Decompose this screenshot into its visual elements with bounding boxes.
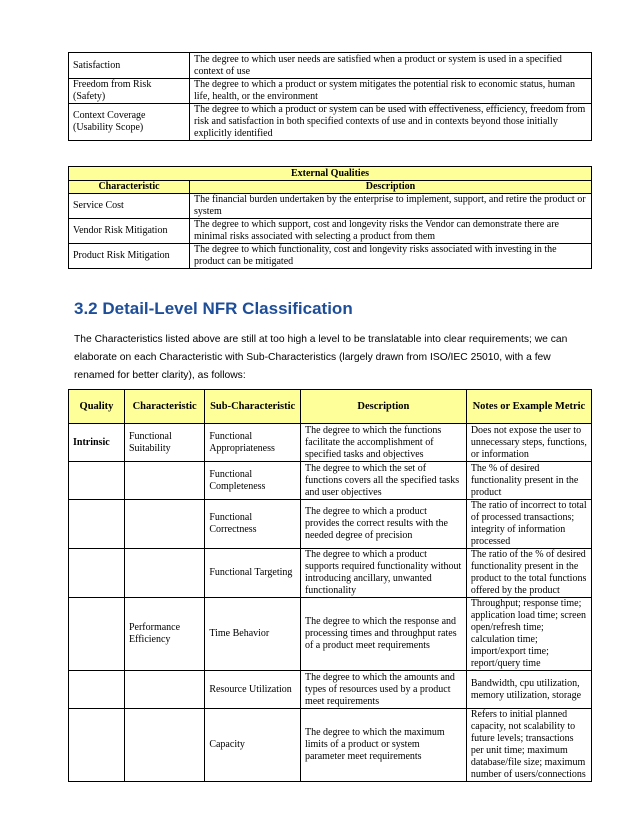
characteristic-cell: Product Risk Mitigation — [69, 244, 190, 269]
description-cell: The degree to which a product supports required functionality without introducing ancillary, unwanted functionality — [300, 549, 466, 598]
notes-cell: The % of desired functionality present in the product — [466, 462, 591, 500]
table-row — [69, 709, 592, 782]
notes-cell: Refers to initial planned capacity, not scalability to future levels; transactions per unit time; maximum database/file size; maximum number of users/connections — [466, 709, 591, 782]
description-cell: The degree to which user needs are satisfied when a product or system is used in a specified context of use — [190, 53, 592, 79]
usability-table — [68, 52, 592, 141]
description-cell: The degree to which the amounts and types of resources used by a product meet requirements — [300, 671, 466, 709]
sub-characteristic-cell: Time Behavior — [205, 598, 301, 671]
description-cell: The degree to which the maximum limits of a product or system parameter meet requirements — [300, 709, 466, 782]
quality-cell — [69, 709, 125, 782]
table-header-row — [69, 390, 592, 424]
table-row — [69, 549, 592, 598]
table-row — [69, 500, 592, 549]
sub-characteristic-cell: Capacity — [205, 709, 301, 782]
quality-cell — [69, 462, 125, 500]
description-cell: The degree to which the set of functions covers all the specified tasks and user objectives — [300, 462, 466, 500]
description-cell: The degree to which the response and processing times and throughput rates of a product meet requirements — [300, 598, 466, 671]
column-header-characteristic: Characteristic — [69, 181, 190, 194]
description-cell: The degree to which a product or system mitigates the potential risk to economic status, human life, health, or the environment — [190, 79, 592, 104]
notes-cell: The ratio of incorrect to total of processed transactions; integrity of information processed — [466, 500, 591, 549]
description-cell: The degree to which a product or system can be used with effectiveness, efficiency, freedom from risk and satisfaction in both specified contexts of use and in contexts beyond those initially explicitly identified — [190, 104, 592, 141]
table-header-row — [69, 181, 592, 194]
quality-cell: Intrinsic — [69, 424, 125, 462]
quality-cell — [69, 598, 125, 671]
characteristic-cell: Functional Suitability — [124, 424, 204, 462]
sub-characteristic-cell: Functional Targeting — [205, 549, 301, 598]
column-header-description: Description — [300, 390, 466, 424]
characteristic-cell: Vendor Risk Mitigation — [69, 219, 190, 244]
characteristic-cell — [124, 709, 204, 782]
table-row — [69, 79, 592, 104]
description-cell: The financial burden undertaken by the enterprise to implement, support, and retire the product or system — [190, 194, 592, 219]
description-cell: The degree to which support, cost and longevity risks the Vendor can demonstrate there are minimal risks associated with selecting a product from them — [190, 219, 592, 244]
sub-characteristic-cell: Resource Utilization — [205, 671, 301, 709]
notes-cell: The ratio of the % of desired functionality present in the product to the total functions offered by the product — [466, 549, 591, 598]
external-qualities-table — [68, 166, 592, 269]
sub-characteristic-cell: Functional Correctness — [205, 500, 301, 549]
column-header-quality: Quality — [69, 390, 125, 424]
quality-cell — [69, 671, 125, 709]
quality-cell — [69, 549, 125, 598]
characteristic-cell: Context Coverage (Usability Scope) — [69, 104, 190, 141]
section-heading: 3.2 Detail-Level NFR Classification — [74, 299, 353, 318]
table-row — [69, 219, 592, 244]
table-row — [69, 424, 592, 462]
characteristic-cell: Satisfaction — [69, 53, 190, 79]
characteristic-cell: Freedom from Risk (Safety) — [69, 79, 190, 104]
sub-characteristic-cell: Functional Completeness — [205, 462, 301, 500]
description-cell: The degree to which a product provides the correct results with the needed degree of precision — [300, 500, 466, 549]
table-row — [69, 104, 592, 141]
table-row — [69, 462, 592, 500]
detail-nfr-table — [68, 389, 592, 782]
section-paragraph: The Characteristics listed above are still at too high a level to be translatable into clear requirements; we can elaborate on each Characteristic with Sub-Characteristics (largely drawn from ISO/IEC 25010, with a few renamed for better clarity), as follows: — [74, 334, 568, 381]
description-cell: The degree to which functionality, cost and longevity risks associated with investing in the product can be mitigated — [190, 244, 592, 269]
table-title: External Qualities — [69, 167, 592, 181]
characteristic-cell: Performance Efficiency — [124, 598, 204, 671]
quality-cell — [69, 500, 125, 549]
characteristic-cell — [124, 462, 204, 500]
notes-cell: Throughput; response time; application load time; screen open/refresh time; calculation time; import/export time; report/query time — [466, 598, 591, 671]
characteristic-cell — [124, 671, 204, 709]
sub-characteristic-cell: Functional Appropriateness — [205, 424, 301, 462]
column-header-description: Description — [190, 181, 592, 194]
column-header-characteristic: Characteristic — [124, 390, 204, 424]
characteristic-cell — [124, 500, 204, 549]
table-row — [69, 194, 592, 219]
characteristic-cell: Service Cost — [69, 194, 190, 219]
table-row — [69, 598, 592, 671]
table-row — [69, 671, 592, 709]
column-header-notes: Notes or Example Metric — [466, 390, 591, 424]
table-row — [69, 244, 592, 269]
table-row — [69, 53, 592, 79]
characteristic-cell — [124, 549, 204, 598]
column-header-sub-characteristic: Sub-Characteristic — [205, 390, 301, 424]
notes-cell: Bandwidth, cpu utilization, memory utilization, storage — [466, 671, 591, 709]
description-cell: The degree to which the functions facilitate the accomplishment of specified tasks and objectives — [300, 424, 466, 462]
notes-cell: Does not expose the user to unnecessary steps, functions, or information — [466, 424, 591, 462]
table-title-row — [69, 167, 592, 181]
